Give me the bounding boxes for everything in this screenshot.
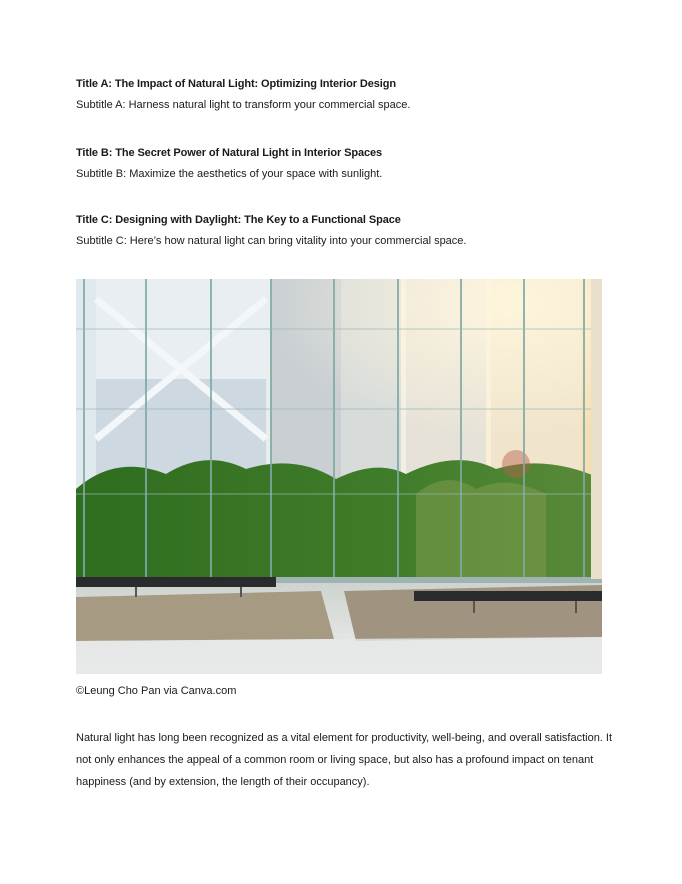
title-c: Title C: Designing with Daylight: The Key to a Functional Space <box>76 214 401 226</box>
title-b: Title B: The Secret Power of Natural Light in Interior Spaces <box>76 147 383 159</box>
subtitle-c: Subtitle C: Here’s how natural light can bring vitality into your commercial space. <box>76 235 467 247</box>
body-paragraph: Natural light has long been recognized as a vital element for productivity, well-being, and overall satisfaction. It not only enhances the appeal of a common room or living space, but also has a profound impact on tenant happiness (and by extension, the length of their occupancy). <box>76 732 613 788</box>
photo-credit: ©Leung Cho Pan via Canva.com <box>76 685 237 697</box>
title-a: Title A: The Impact of Natural Light: Optimizing Interior Design <box>76 78 396 90</box>
subtitle-a: Subtitle A: Harness natural light to transform your commercial space. <box>76 99 411 111</box>
lobby-photo <box>76 279 602 674</box>
subtitle-b: Subtitle B: Maximize the aesthetics of your space with sunlight. <box>76 168 383 180</box>
